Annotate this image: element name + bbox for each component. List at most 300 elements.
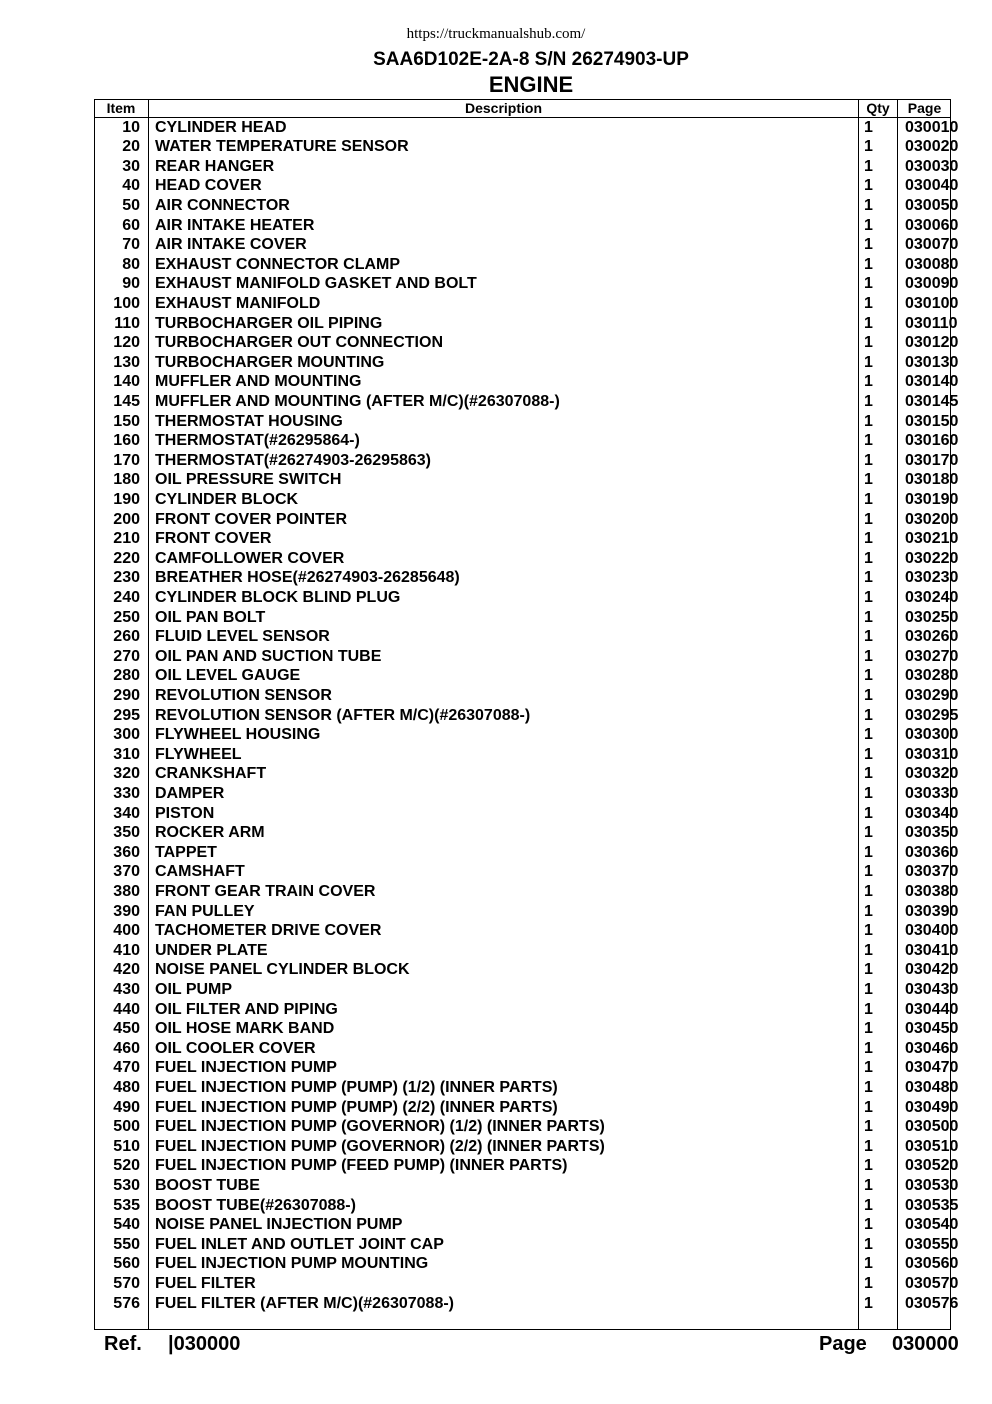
item-number: 440: [113, 1000, 140, 1018]
item-description: NOISE PANEL INJECTION PUMP: [155, 1216, 403, 1234]
item-page: 030530: [905, 1176, 959, 1194]
table-row: [94, 529, 959, 549]
table-row: [94, 902, 959, 922]
table-row: [94, 608, 959, 628]
item-number: 300: [113, 726, 140, 744]
item-qty: 1: [864, 569, 873, 587]
item-number: 100: [113, 294, 140, 312]
item-qty: 1: [864, 334, 873, 352]
item-page: 030180: [905, 471, 959, 489]
item-number: 560: [113, 1255, 140, 1273]
item-number: 80: [122, 255, 140, 273]
item-number: 40: [122, 177, 140, 195]
item-description: FLYWHEEL: [155, 745, 242, 763]
item-description: FUEL FILTER: [155, 1274, 256, 1292]
item-description: EXHAUST MANIFOLD: [155, 294, 321, 312]
item-number: 490: [113, 1098, 140, 1116]
table-row: [94, 157, 959, 177]
item-number: 120: [113, 334, 140, 352]
table-row: [94, 196, 959, 216]
column-header-description: Description: [464, 100, 542, 116]
item-page: 030145: [905, 392, 959, 410]
item-qty: 1: [864, 1255, 873, 1273]
table-row: [94, 568, 959, 588]
item-page: 030560: [905, 1255, 959, 1273]
item-description: REAR HANGER: [155, 157, 275, 175]
ref-label: Ref.: [104, 1333, 142, 1355]
item-description: FRONT COVER: [155, 530, 272, 548]
item-page: 030200: [905, 510, 959, 528]
item-description: AIR INTAKE HEATER: [155, 216, 315, 234]
item-page: 030310: [905, 745, 959, 763]
item-number: 320: [113, 765, 140, 783]
table-row: [94, 1019, 959, 1039]
item-number: 90: [122, 275, 140, 293]
item-qty: 1: [864, 1020, 873, 1038]
item-page: 030230: [905, 569, 959, 587]
item-qty: 1: [864, 980, 873, 998]
item-page: 030050: [905, 196, 959, 214]
item-number: 280: [113, 667, 140, 685]
item-number: 380: [113, 882, 140, 900]
table-row: [94, 725, 959, 745]
item-description: MUFFLER AND MOUNTING (AFTER M/C)(#26307088-): [155, 392, 560, 410]
item-page: 030190: [905, 490, 959, 508]
item-number: 220: [113, 549, 140, 567]
item-description: FUEL FILTER (AFTER M/C)(#26307088-): [155, 1294, 455, 1312]
item-page: 030576: [905, 1294, 959, 1312]
item-qty: 1: [864, 1000, 873, 1018]
item-number: 60: [122, 216, 140, 234]
table-row: [94, 216, 959, 236]
item-qty: 1: [864, 451, 873, 469]
table-row: [94, 451, 959, 471]
item-page: 030210: [905, 530, 959, 548]
item-number: 390: [113, 902, 140, 920]
item-description: TAPPET: [155, 843, 217, 861]
table-row: [94, 1117, 959, 1137]
item-page: 030100: [905, 294, 959, 312]
item-description: OIL COOLER COVER: [155, 1039, 316, 1057]
item-description: FUEL INJECTION PUMP (GOVERNOR) (2/2) (INNER PARTS): [155, 1137, 605, 1155]
table-row: [94, 294, 959, 314]
table-row: [94, 490, 959, 510]
item-number: 360: [113, 843, 140, 861]
item-description: REVOLUTION SENSOR (AFTER M/C)(#26307088-): [155, 706, 531, 724]
item-qty: 1: [864, 843, 873, 861]
item-description: MUFFLER AND MOUNTING: [155, 373, 362, 391]
table-row: [94, 314, 958, 334]
item-description: AIR INTAKE COVER: [155, 236, 307, 254]
table-row: [94, 1235, 959, 1255]
item-number: 270: [113, 647, 140, 665]
item-qty: 1: [864, 961, 873, 979]
item-page: 030300: [905, 726, 959, 744]
item-page: 030490: [905, 1098, 959, 1116]
item-qty: 1: [864, 765, 873, 783]
item-number: 50: [122, 196, 140, 214]
table-row: [94, 470, 959, 490]
item-qty: 1: [864, 236, 873, 254]
item-qty: 1: [864, 1196, 873, 1214]
item-number: 10: [122, 118, 140, 136]
table-row: [94, 118, 959, 138]
item-number: 70: [122, 236, 140, 254]
table-row: [94, 412, 959, 432]
item-number: 500: [113, 1118, 140, 1136]
item-page: 030535: [905, 1196, 959, 1214]
item-number: 450: [113, 1020, 140, 1038]
item-number: 140: [113, 373, 140, 391]
item-page: 030540: [905, 1216, 959, 1234]
item-page: 030020: [905, 138, 959, 156]
item-qty: 1: [864, 432, 873, 450]
item-qty: 1: [864, 490, 873, 508]
item-page: 030450: [905, 1020, 959, 1038]
item-qty: 1: [864, 1039, 873, 1057]
item-page: 030240: [905, 588, 959, 606]
item-number: 350: [113, 824, 140, 842]
item-number: 290: [113, 686, 140, 704]
item-page: 030040: [905, 177, 959, 195]
item-qty: 1: [864, 824, 873, 842]
table-row: [94, 784, 959, 804]
table-row: [94, 274, 959, 294]
item-description: CAMFOLLOWER COVER: [155, 549, 345, 567]
table-row: [94, 921, 959, 941]
item-description: DAMPER: [155, 784, 225, 802]
item-qty: 1: [864, 784, 873, 802]
item-description: FUEL INJECTION PUMP MOUNTING: [155, 1255, 429, 1273]
item-description: FLYWHEEL HOUSING: [155, 726, 321, 744]
item-qty: 1: [864, 196, 873, 214]
table-row: [94, 235, 959, 255]
item-page: 030110: [905, 314, 958, 332]
item-qty: 1: [864, 1235, 873, 1253]
item-qty: 1: [864, 1274, 873, 1292]
table-row: [94, 1196, 959, 1216]
item-description: AIR CONNECTOR: [155, 196, 290, 214]
table-row: [94, 823, 959, 843]
table-row: [94, 1294, 959, 1314]
item-description: FUEL INJECTION PUMP: [155, 1059, 337, 1077]
item-qty: 1: [864, 471, 873, 489]
table-row: [94, 1176, 959, 1196]
item-description: BREATHER HOSE(#26274903-26285648): [155, 569, 460, 587]
item-description: THERMOSTAT(#26295864-): [155, 432, 360, 450]
item-description: FLUID LEVEL SENSOR: [155, 628, 330, 646]
item-qty: 1: [864, 647, 873, 665]
item-description: EXHAUST CONNECTOR CLAMP: [155, 255, 401, 273]
item-description: FRONT GEAR TRAIN COVER: [155, 882, 376, 900]
item-page: 030090: [905, 275, 959, 293]
item-number: 30: [122, 157, 140, 175]
item-page: 030520: [905, 1157, 959, 1175]
item-description: EXHAUST MANIFOLD GASKET AND BOLT: [155, 275, 477, 293]
item-page: 030120: [905, 334, 959, 352]
item-number: 400: [113, 922, 140, 940]
item-number: 240: [113, 588, 140, 606]
item-description: FUEL INJECTION PUMP (PUMP) (2/2) (INNER PARTS): [155, 1098, 558, 1116]
column-header-item: Item: [106, 100, 136, 116]
item-description: OIL HOSE MARK BAND: [155, 1020, 335, 1038]
item-qty: 1: [864, 530, 873, 548]
item-page: 030070: [905, 236, 959, 254]
item-qty: 1: [864, 314, 873, 332]
item-page: 030295: [905, 706, 959, 724]
item-page: 030320: [905, 765, 959, 783]
table-row: [94, 1000, 959, 1020]
item-page: 030270: [905, 647, 959, 665]
item-page: 030260: [905, 628, 959, 646]
item-page: 030370: [905, 863, 959, 881]
item-number: 370: [113, 863, 140, 881]
item-qty: 1: [864, 667, 873, 685]
item-page: 030220: [905, 549, 959, 567]
item-qty: 1: [864, 882, 873, 900]
item-description: FRONT COVER POINTER: [155, 510, 348, 528]
page-number: 030000: [892, 1333, 959, 1355]
table-row: [94, 745, 959, 765]
item-qty: 1: [864, 686, 873, 704]
item-page: 030470: [905, 1059, 959, 1077]
item-number: 190: [113, 490, 140, 508]
item-qty: 1: [864, 1216, 873, 1234]
page-title: ENGINE: [488, 72, 574, 97]
item-description: TURBOCHARGER OUT CONNECTION: [155, 334, 443, 352]
table-row: [94, 392, 959, 412]
item-description: CYLINDER BLOCK BLIND PLUG: [155, 588, 401, 606]
item-number: 520: [113, 1157, 140, 1175]
item-description: BOOST TUBE: [155, 1176, 260, 1194]
item-number: 160: [113, 432, 140, 450]
item-page: 030330: [905, 784, 959, 802]
item-number: 430: [113, 980, 140, 998]
item-page: 030150: [905, 412, 959, 430]
item-page: 030390: [905, 902, 959, 920]
item-page: 030340: [905, 804, 959, 822]
item-description: TURBOCHARGER OIL PIPING: [155, 314, 383, 332]
item-number: 340: [113, 804, 140, 822]
table-row: [94, 255, 959, 275]
item-number: 250: [113, 608, 140, 626]
table-row: [94, 1058, 959, 1078]
item-qty: 1: [864, 392, 873, 410]
item-number: 470: [113, 1059, 140, 1077]
table-row: [94, 1039, 959, 1059]
table-row: [94, 706, 959, 726]
item-qty: 1: [864, 1118, 873, 1136]
table-row: [94, 510, 959, 530]
item-description: WATER TEMPERATURE SENSOR: [155, 138, 409, 156]
item-qty: 1: [864, 1176, 873, 1194]
item-description: FUEL INLET AND OUTLET JOINT CAP: [155, 1235, 444, 1253]
item-number: 510: [113, 1137, 140, 1155]
item-description: REVOLUTION SENSOR: [155, 686, 332, 704]
item-description: UNDER PLATE: [155, 941, 268, 959]
item-description: OIL FILTER AND PIPING: [155, 1000, 338, 1018]
model-title: SAA6D102E-2A-8 S/N 26274903-UP: [373, 49, 689, 70]
table-row: [94, 862, 959, 882]
item-qty: 1: [864, 1157, 873, 1175]
item-qty: 1: [864, 138, 873, 156]
item-page: 030570: [905, 1274, 959, 1292]
item-number: 230: [113, 569, 140, 587]
item-description: CYLINDER HEAD: [155, 118, 287, 136]
column-header-qty: Qty: [866, 100, 890, 116]
item-number: 310: [113, 745, 140, 763]
table-row: [94, 686, 959, 706]
item-description: ROCKER ARM: [155, 824, 265, 842]
source-url: https://truckmanualshub.com/: [406, 26, 586, 42]
item-description: OIL PAN BOLT: [155, 608, 266, 626]
item-page: 030500: [905, 1118, 959, 1136]
item-description: FUEL INJECTION PUMP (FEED PUMP) (INNER PARTS): [155, 1157, 568, 1175]
item-page: 030060: [905, 216, 959, 234]
table-row: [94, 137, 959, 157]
item-number: 480: [113, 1078, 140, 1096]
item-number: 180: [113, 471, 140, 489]
item-qty: 1: [864, 373, 873, 391]
table-row: [94, 176, 959, 196]
item-page: 030510: [905, 1137, 959, 1155]
item-qty: 1: [864, 216, 873, 234]
item-qty: 1: [864, 1137, 873, 1155]
item-page: 030160: [905, 432, 959, 450]
item-number: 550: [113, 1235, 140, 1253]
table-row: [94, 627, 959, 647]
item-page: 030170: [905, 451, 959, 469]
item-qty: 1: [864, 941, 873, 959]
item-number: 570: [113, 1274, 140, 1292]
item-number: 20: [122, 138, 140, 156]
item-description: BOOST TUBE(#26307088-): [155, 1196, 356, 1214]
item-qty: 1: [864, 628, 873, 646]
item-number: 420: [113, 961, 140, 979]
table-row: [94, 353, 959, 373]
item-number: 130: [113, 353, 140, 371]
table-row: [94, 588, 959, 608]
table-row: [94, 804, 959, 824]
table-row: [94, 1078, 959, 1098]
item-number: 150: [113, 412, 140, 430]
item-description: CRANKSHAFT: [155, 765, 267, 783]
item-qty: 1: [864, 353, 873, 371]
item-qty: 1: [864, 412, 873, 430]
item-page: 030080: [905, 255, 959, 273]
table-row: [94, 980, 959, 1000]
item-qty: 1: [864, 157, 873, 175]
item-page: 030360: [905, 843, 959, 861]
item-number: 295: [113, 706, 140, 724]
table-row: [94, 666, 959, 686]
item-description: NOISE PANEL CYLINDER BLOCK: [155, 961, 410, 979]
table-row: [94, 882, 959, 902]
item-description: OIL PUMP: [155, 980, 233, 998]
item-description: HEAD COVER: [155, 177, 262, 195]
item-page: 030430: [905, 980, 959, 998]
item-qty: 1: [864, 706, 873, 724]
item-qty: 1: [864, 863, 873, 881]
table-row: [94, 1274, 959, 1294]
item-page: 030130: [905, 353, 959, 371]
item-description: OIL LEVEL GAUGE: [155, 667, 301, 685]
item-qty: 1: [864, 608, 873, 626]
table-row: [94, 1215, 959, 1235]
item-page: 030290: [905, 686, 959, 704]
ref-value: |030000: [168, 1333, 241, 1355]
item-page: 030140: [905, 373, 959, 391]
item-number: 530: [113, 1176, 140, 1194]
item-qty: 1: [864, 177, 873, 195]
item-page: 030550: [905, 1235, 959, 1253]
item-page: 030480: [905, 1078, 959, 1096]
table-row: [94, 647, 959, 667]
item-description: OIL PRESSURE SWITCH: [155, 471, 342, 489]
item-number: 170: [113, 451, 140, 469]
item-qty: 1: [864, 275, 873, 293]
item-description: FAN PULLEY: [155, 902, 255, 920]
item-qty: 1: [864, 1078, 873, 1096]
item-number: 210: [113, 530, 140, 548]
item-number: 110: [114, 314, 140, 332]
item-description: FUEL INJECTION PUMP (PUMP) (1/2) (INNER PARTS): [155, 1078, 558, 1096]
item-qty: 1: [864, 902, 873, 920]
table-row: [94, 333, 959, 353]
item-page: 030420: [905, 961, 959, 979]
item-description: CYLINDER BLOCK: [155, 490, 299, 508]
item-qty: 1: [864, 549, 873, 567]
item-number: 330: [113, 784, 140, 802]
table-row: [94, 1098, 959, 1118]
item-qty: 1: [864, 726, 873, 744]
item-description: CAMSHAFT: [155, 863, 245, 881]
item-page: 030250: [905, 608, 959, 626]
item-description: FUEL INJECTION PUMP (GOVERNOR) (1/2) (INNER PARTS): [155, 1118, 605, 1136]
item-page: 030010: [905, 118, 959, 136]
item-number: 200: [113, 510, 140, 528]
item-qty: 1: [864, 118, 873, 136]
item-number: 260: [113, 628, 140, 646]
item-page: 030440: [905, 1000, 959, 1018]
item-number: 460: [113, 1039, 140, 1057]
table-row: [94, 960, 959, 980]
table-row: [94, 1156, 959, 1176]
item-qty: 1: [864, 1294, 873, 1312]
item-page: 030380: [905, 882, 959, 900]
item-page: 030460: [905, 1039, 959, 1057]
item-qty: 1: [864, 804, 873, 822]
table-row: [94, 1254, 959, 1274]
item-qty: 1: [864, 1059, 873, 1077]
item-page: 030400: [905, 922, 959, 940]
table-row: [94, 941, 959, 961]
table-row: [94, 843, 959, 863]
item-page: 030030: [905, 157, 959, 175]
item-number: 540: [113, 1216, 140, 1234]
table-row: [94, 1137, 959, 1157]
table-row: [94, 431, 959, 451]
item-description: TACHOMETER DRIVE COVER: [155, 922, 382, 940]
item-qty: 1: [864, 745, 873, 763]
item-description: THERMOSTAT HOUSING: [155, 412, 343, 430]
item-qty: 1: [864, 510, 873, 528]
item-qty: 1: [864, 588, 873, 606]
item-qty: 1: [864, 255, 873, 273]
item-description: OIL PAN AND SUCTION TUBE: [155, 647, 382, 665]
item-page: 030350: [905, 824, 959, 842]
item-description: THERMOSTAT(#26274903-26295863): [155, 451, 431, 469]
